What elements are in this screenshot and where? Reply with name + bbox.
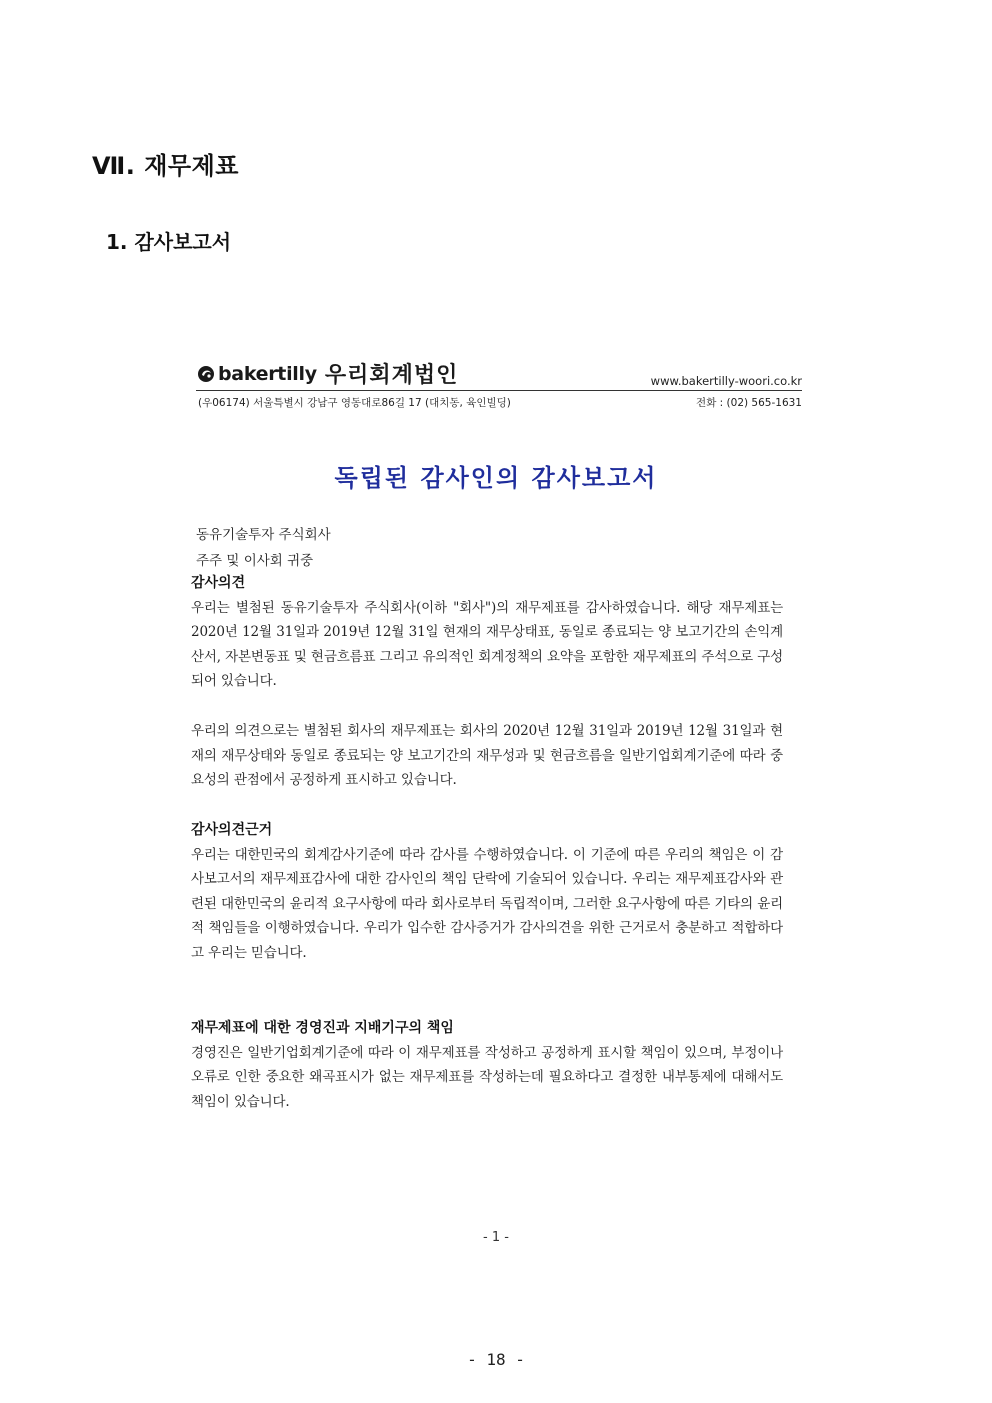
firm-address: (우06174) 서울특별시 강남구 영동대로86길 17 (대치동, 육인빌딩) [198,397,511,409]
brand-name: bakertilly [218,362,317,385]
firm-name: 우리회계법인 [324,363,459,388]
basis-section [191,818,783,965]
opinion-heading: 감사의견 [191,575,246,591]
letterhead-divider [196,390,802,391]
letterhead [196,358,802,410]
firm-phone: 전화 : (02) 565-1631 [696,397,802,409]
opinion-paragraph-1: 우리는 별첨된 동유기술투자 주식회사(이하 "회사")의 재무제표를 감사하였습니다. 해당 재무제표는 2020년 12월 31일과 2019년 12월 31일 현재의 재무상태표, 동일로 종료되는 양 보고기간의 손익계산서, 자본변동표 및 현금흐름표 그리고 유의적인 회계정책의 요약을 포함한 재무제표의 주석으로 구성되어 있습니다. [191,599,783,689]
management-paragraph: 경영진은 일반기업회계기준에 따라 이 재무제표를 작성하고 공정하게 표시할 책임이 있으며, 부정이나 오류로 인한 중요한 왜곡표시가 없는 재무제표를 작성하는데 필요하다고 결정한 내부통제에 대해서도 책임이 있습니다. [191,1044,783,1110]
opinion-section [191,571,783,694]
management-section [191,1016,783,1114]
report-page-number: - 1 - [483,1230,509,1245]
bakertilly-logo-icon [196,364,216,384]
section-title: 1. 감사보고서 [106,230,232,254]
chapter-title: Ⅶ. 재무제표 [92,152,239,180]
opinion-section-2 [191,719,783,793]
report-title: 독립된 감사인의 감사보고서 [334,464,658,492]
document-page-number: - 18 - [467,1350,525,1369]
addressee-company: 동유기술투자 주식회사 [196,527,331,543]
basis-heading: 감사의견근거 [191,822,273,838]
brand-logo [196,358,458,389]
addressee-recipients: 주주 및 이사회 귀중 [196,553,314,569]
firm-website: www.bakertilly-woori.co.kr [650,374,802,388]
management-heading: 재무제표에 대한 경영진과 지배기구의 책임 [191,1020,454,1036]
opinion-paragraph-2: 우리의 의견으로는 별첨된 회사의 재무제표는 회사의 2020년 12월 31일과 2019년 12월 31일과 현재의 재무상태와 동일로 종료되는 양 보고기간의 재무성과 및 현금흐름을 일반기업회계기준에 따라 중요성의 관점에서 공정하게 표시하고 있습니다. [191,723,783,788]
basis-paragraph: 우리는 대한민국의 회계감사기준에 따라 감사를 수행하였습니다. 이 기준에 따른 우리의 책임은 이 감사보고서의 재무제표감사에 대한 감사인의 책임 단락에 기술되어 있습니다. 우리는 재무제표감사와 관련된 대한민국의 윤리적 요구사항에 따라 회사로부터 독립적이며, 그러한 요구사항에 따른 기타의 윤리적 책임들을 이행하였습니다. 우리가 입수한 감사증거가 감사의견을 위한 근거로서 충분하고 적합하다고 우리는 믿습니다. [191,846,783,961]
